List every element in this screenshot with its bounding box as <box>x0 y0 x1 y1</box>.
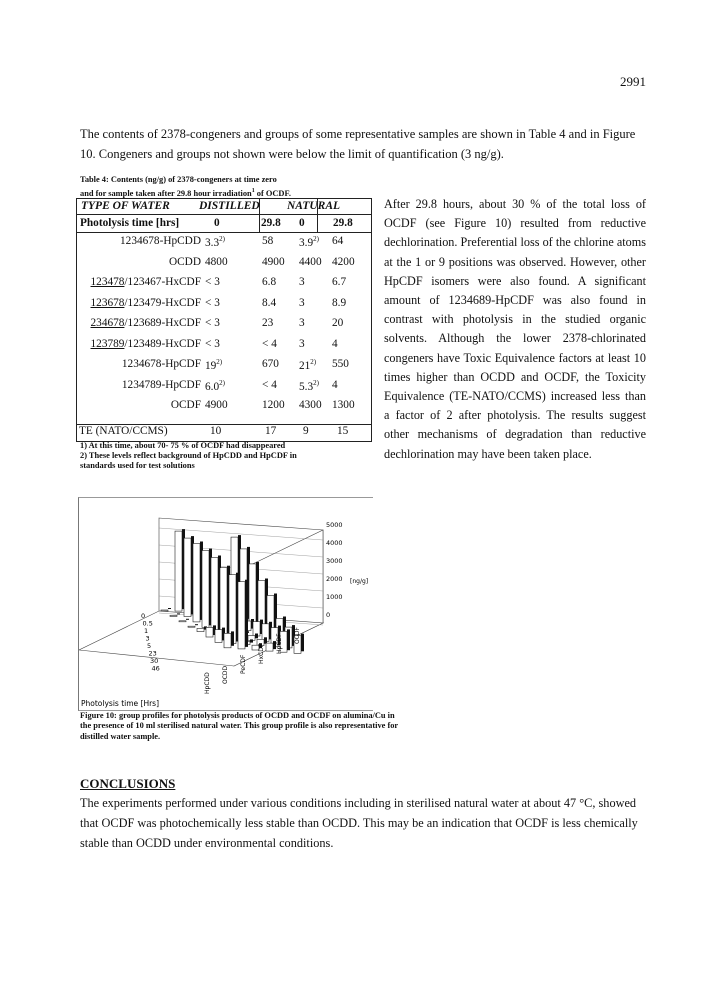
time-0-distilled: 0 <box>214 217 220 229</box>
page-number: 2991 <box>620 74 646 89</box>
bar-side <box>264 637 267 643</box>
row-label: OCDD <box>168 255 201 268</box>
z-tick-label: 3000 <box>326 557 343 565</box>
row-label: OCDF <box>170 399 201 411</box>
row-label: 1234678-HpCDD <box>120 235 201 247</box>
te-label: TE (NATO/CCMS) <box>79 425 168 437</box>
time-label: Photolysis time [hrs] <box>80 217 180 229</box>
cell-distilled-29: 670 <box>262 358 279 370</box>
time-tick-label: 1 <box>144 627 149 635</box>
cell-natural-0: 3 <box>299 337 305 350</box>
row-label: 123678/123479-HxCDF <box>90 296 201 309</box>
time-29-natural: 29.8 <box>333 217 353 229</box>
time-tick-label: 23 <box>148 649 157 658</box>
header-distilled: DISTILLED <box>199 200 260 212</box>
group-label: HpCDF <box>276 633 283 654</box>
row-label: 1234678-HpCDF <box>121 358 201 370</box>
row-label: 1234789-HpCDF <box>121 378 201 391</box>
row-label: 123789/123489-HxCDF <box>90 337 201 350</box>
bar <box>193 544 200 622</box>
z-tick-label: 4000 <box>326 539 343 547</box>
cell-distilled-29: 4900 <box>262 255 285 268</box>
cell-natural-29: 8.9 <box>332 296 347 309</box>
cell-natural-29: 4 <box>332 337 338 350</box>
time-tick-label: 46 <box>151 664 160 673</box>
cell-distilled-29: 6.8 <box>262 276 277 288</box>
z-tick-label: 1000 <box>326 593 343 601</box>
cell-natural-29: 1300 <box>332 399 355 411</box>
footnote-2b: standards used for test solutions <box>80 461 195 470</box>
group-label: PeCDF <box>240 654 247 674</box>
time-tick-label: 0 <box>141 612 146 620</box>
cell-distilled-0: < 3 <box>205 337 220 350</box>
figure-caption-text: group profiles for photolysis products of OCDD and OCDF on alumina/Cu in the presence of 10 ml sterilised natural water. This group profile is also representative for distilled water sample. <box>80 711 398 741</box>
bar-side <box>195 624 198 625</box>
bar-side <box>301 634 304 652</box>
header-natural: NATURAL <box>287 200 341 212</box>
cell-natural-0: 4300 <box>299 399 322 411</box>
time-tick-label: 5 <box>147 642 152 650</box>
cell-natural-29: 4200 <box>332 255 355 268</box>
cell-distilled-29: < 4 <box>262 378 277 391</box>
bar-side <box>186 619 189 620</box>
cell-distilled-0: < 3 <box>205 276 220 288</box>
table-caption-line2 <box>80 186 380 199</box>
cell-natural-0: 21$^{2)}$ <box>299 358 317 372</box>
header-type-of-water: TYPE OF WATER <box>81 200 170 212</box>
bar <box>206 627 213 637</box>
figure-10 <box>78 497 373 711</box>
group-label: HpCDD <box>204 672 211 694</box>
te-v3: 9 <box>303 425 309 437</box>
bar <box>211 558 218 633</box>
cell-distilled-0: 6.0$^{2)}$ <box>205 378 225 393</box>
bar-side <box>245 580 248 647</box>
footnote-2: 2) These levels reflect background of HpCDD and HpCDF in <box>80 451 297 460</box>
group-label: OCDF <box>294 627 301 644</box>
te-v4: 15 <box>337 425 349 437</box>
time-tick-label: 30 <box>150 657 159 665</box>
row-label: 234678/123689-HxCDF <box>90 317 201 329</box>
conclusions-heading: CONCLUSIONS <box>80 776 176 791</box>
bar <box>197 628 204 631</box>
caption-post: of OCDF. <box>254 188 291 198</box>
footnote-1: 1) At this time, about 70- 75 % of OCDF had disappeared <box>80 441 286 450</box>
te-v2: 17 <box>265 425 277 437</box>
z-tick-label: 5000 <box>326 521 343 529</box>
z-tick-label: 0 <box>326 611 331 619</box>
right-paragraph: After 29.8 hours, about 30 % of the total loss of OCDF (see Figure 10) resulted from reductive dechlorination. Preferential loss of the chlorine atoms at the 1 or 9 positions was observed. However, other HpCDF isomers were also found. A significant amount of 1234689-HpCDF was also found in contrast with photolysis in the studied organic solvents. Although the lower 2378-chlorinated congeners have Toxic Equivalence factors at least 10 times higher than OCDD and OCDF, the Toxicity Equivalence (TE-NATO/CCMS) increased less than a factor of 2 after photolysis. The results suggest other mechanisms of degradation than reductive dechlorination may have been taken place. <box>384 197 646 461</box>
time-0-natural: 0 <box>299 217 305 229</box>
bar <box>224 633 231 647</box>
bar <box>238 582 245 649</box>
z-unit: [ng/g] <box>350 578 369 585</box>
cell-distilled-0: 4900 <box>205 399 228 411</box>
intro-paragraph: The contents of 2378-congeners and groups of some representative samples are shown in Table 4 and in Figure 10. Congeners and groups not shown were below the limit of quantification (3 ng/g). <box>80 127 636 161</box>
row-label: 123478/123467-HxCDF <box>90 276 201 288</box>
bar <box>170 615 177 616</box>
group-label: HxCDF <box>258 643 265 664</box>
bar <box>215 630 222 643</box>
cell-natural-0: 3 <box>299 317 305 329</box>
cell-distilled-0: < 3 <box>205 317 220 329</box>
cell-distilled-0: 19$^{2)}$ <box>205 358 223 372</box>
time-axis-label: Photolysis time [Hrs] <box>81 699 160 708</box>
time-tick-label: 0.5 <box>142 619 153 628</box>
table-caption-line1: Table 4: Contents (ng/g) of 2378-congeners at time zero <box>80 175 277 184</box>
bar-side <box>168 608 171 609</box>
bar <box>266 643 273 651</box>
cell-distilled-29: 58 <box>262 235 274 247</box>
bar <box>202 551 209 628</box>
data-table <box>76 198 372 442</box>
caption-sup: 1 <box>251 187 255 194</box>
bar <box>175 531 182 611</box>
cell-distilled-29: 1200 <box>262 399 285 411</box>
z-tick-label: 2000 <box>326 575 343 583</box>
time-tick-label: 3 <box>145 634 150 643</box>
cell-natural-29: 64 <box>332 235 344 247</box>
cell-natural-0: 5.3$^{2)}$ <box>299 378 319 393</box>
cell-natural-0: 3 <box>299 296 305 309</box>
bar <box>249 564 256 626</box>
cell-distilled-29: 23 <box>262 317 274 329</box>
figure-caption <box>80 711 400 742</box>
bar <box>184 538 191 616</box>
bar-side <box>177 613 180 614</box>
conclusions-paragraph: The experiments performed under various conditions including in sterilised natural water at about 47 °C, showed that OCDF was photochemically less stable than OCDD. This may be an indication that OCDF is less chemically stable than OCDD under environmental conditions. <box>80 796 638 850</box>
cell-natural-29: 6.7 <box>332 276 347 288</box>
bar-side <box>287 629 290 650</box>
cell-distilled-0: 4800 <box>205 255 228 268</box>
figure-3d-bar-chart <box>79 498 373 710</box>
cell-natural-29: 4 <box>332 378 338 391</box>
bar-side <box>231 631 234 645</box>
cell-natural-29: 20 <box>332 317 344 329</box>
bar-side <box>255 634 258 639</box>
table-caption <box>80 175 380 199</box>
cell-natural-0: 3 <box>299 276 305 288</box>
bar-side <box>250 639 253 642</box>
cell-natural-0: 3.9$^{2)}$ <box>299 235 319 249</box>
cell-distilled-29: < 4 <box>262 337 277 350</box>
cell-distilled-0: 3.3$^{2)}$ <box>205 235 225 249</box>
cell-natural-0: 4400 <box>299 255 322 268</box>
cell-natural-29: 550 <box>332 358 349 370</box>
bar <box>188 626 195 627</box>
te-v1: 10 <box>210 425 222 437</box>
bar <box>220 568 227 638</box>
time-29-distilled: 29.8 <box>261 217 281 229</box>
caption-pre: and for sample taken after 29.8 hour irradiation <box>80 188 252 198</box>
figure-caption-label: Figure 10: <box>80 711 117 720</box>
cell-distilled-0: < 3 <box>205 296 220 309</box>
group-label: OCDD <box>222 665 229 684</box>
bar <box>161 610 168 611</box>
cell-distilled-29: 8.4 <box>262 296 277 309</box>
bar <box>179 621 186 622</box>
